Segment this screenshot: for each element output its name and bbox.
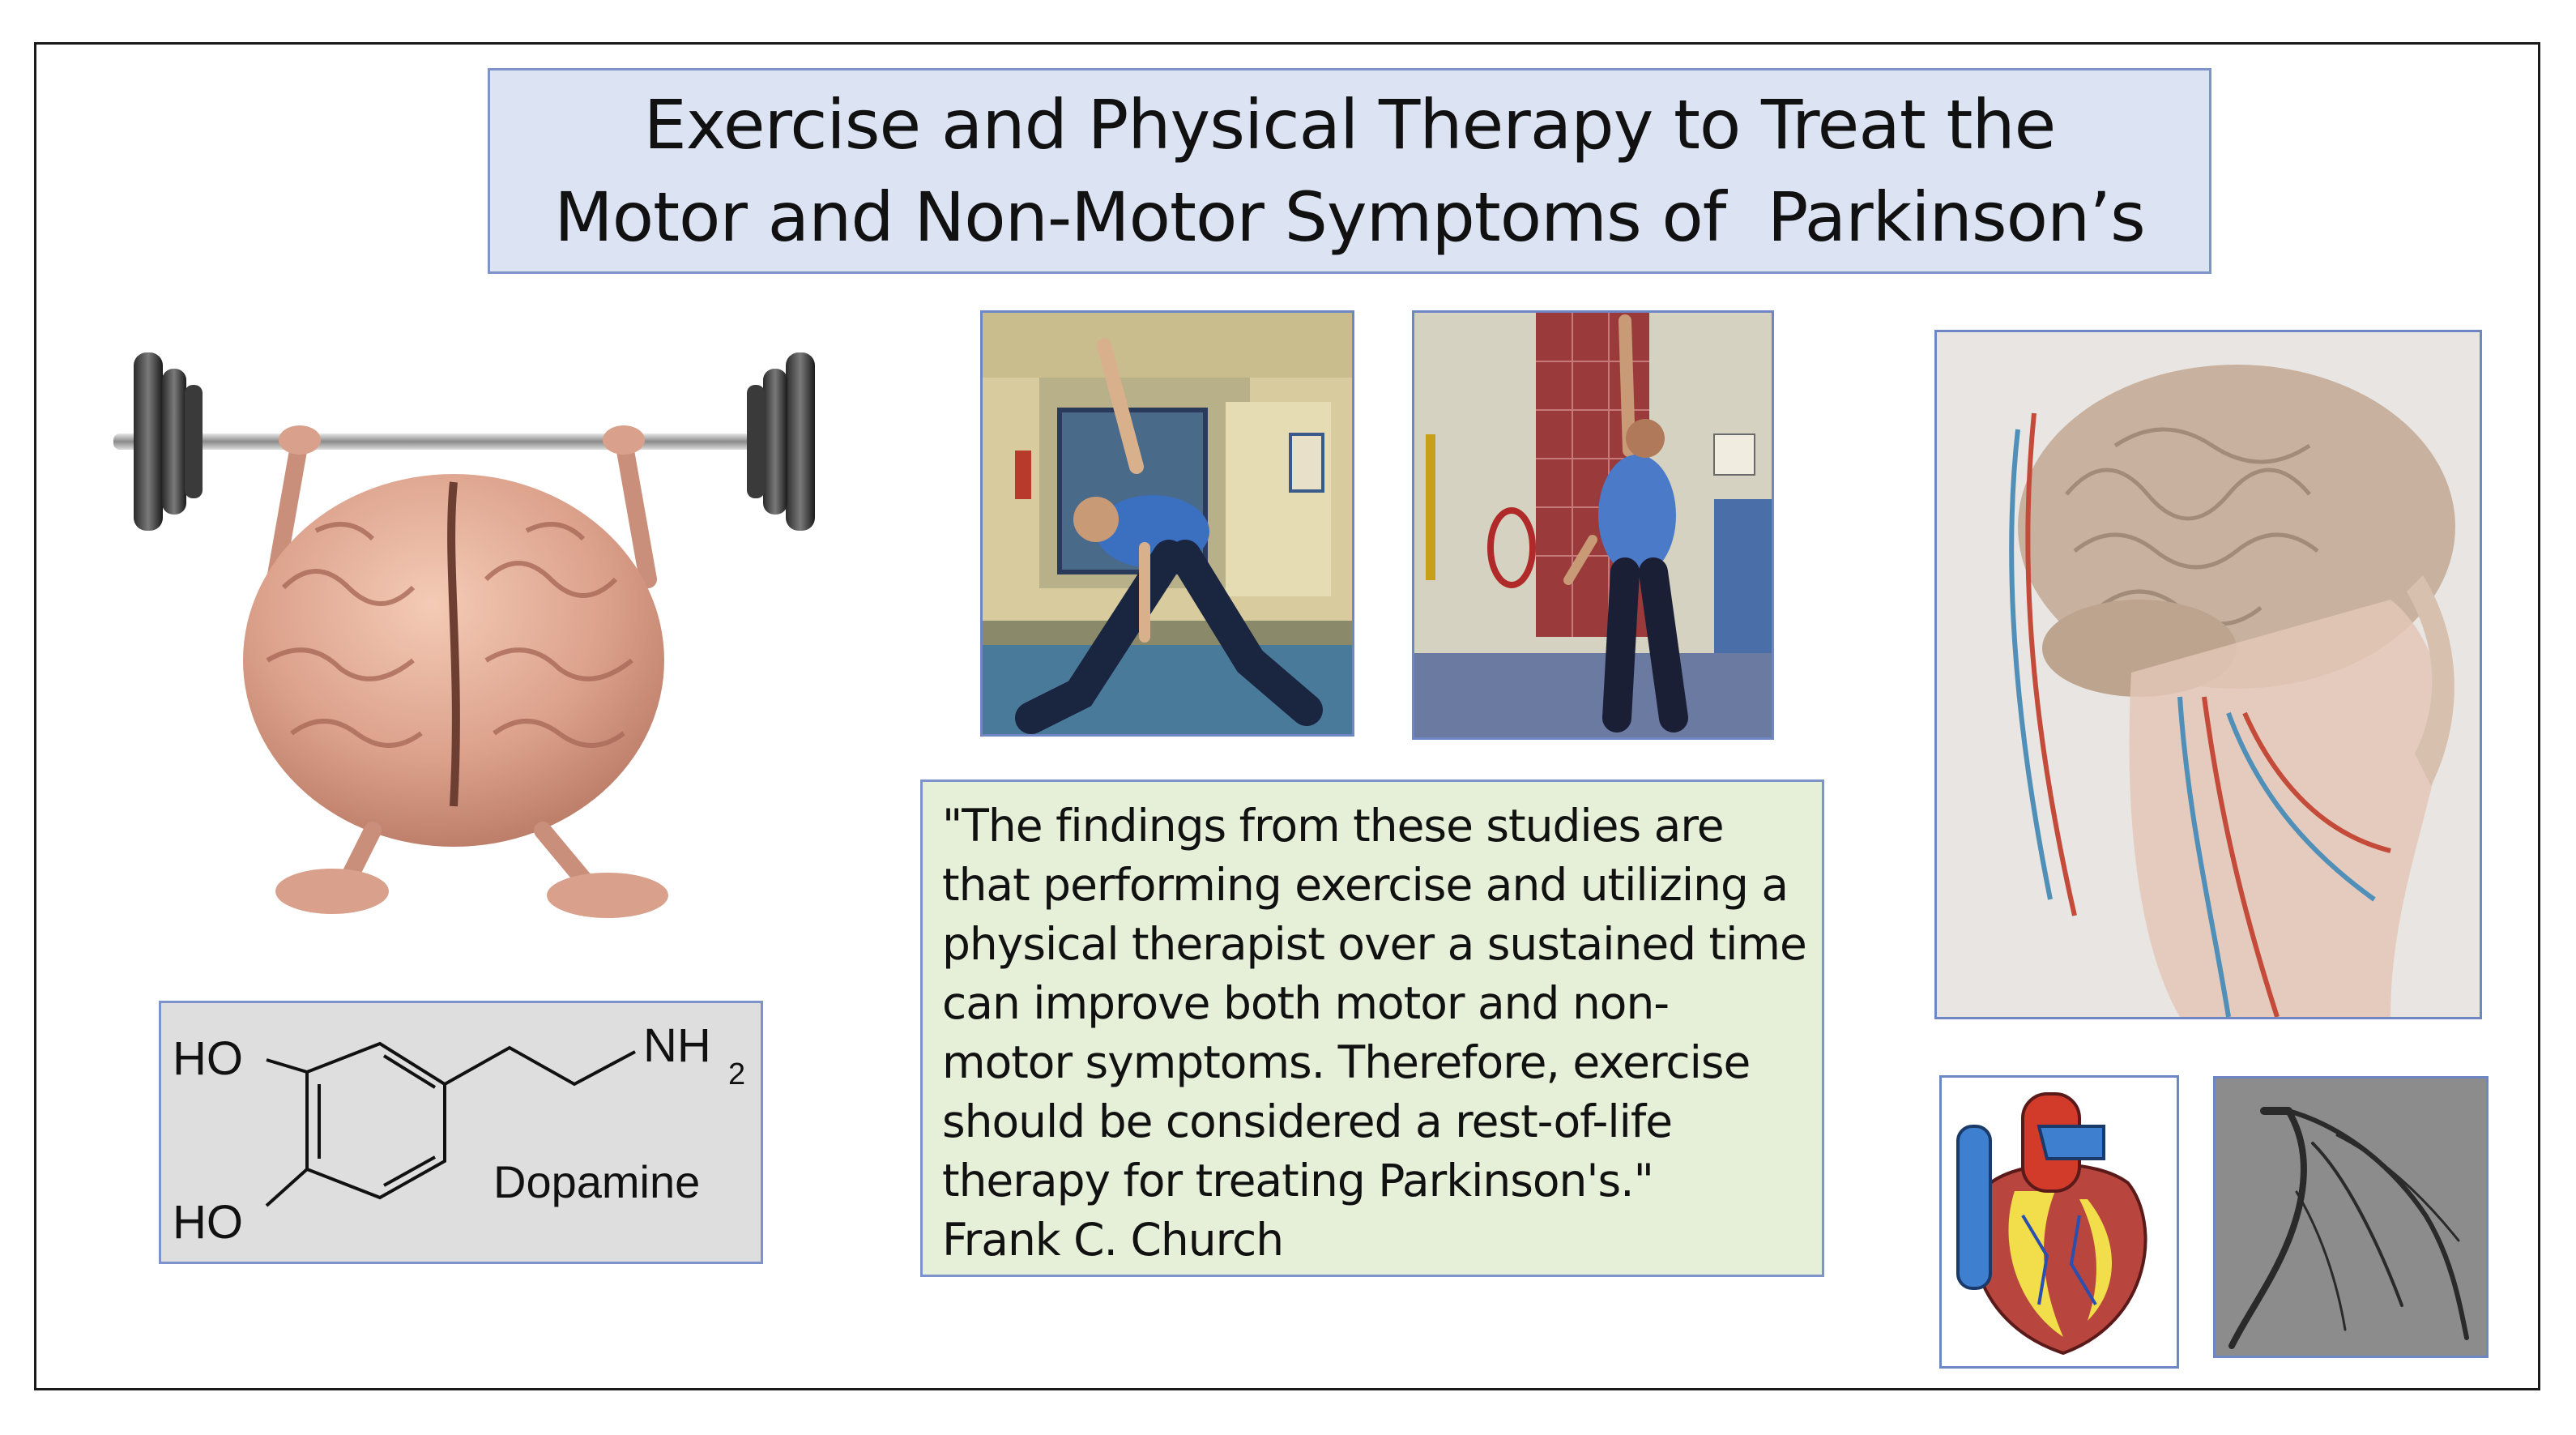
- dopamine-label: Dopamine: [493, 1156, 701, 1207]
- quote-author: Frank C. Church: [942, 1214, 1284, 1266]
- therapy-photo-stretch: [980, 310, 1354, 737]
- therapy-photo-stretch-image: [983, 313, 1352, 734]
- quote-line-2: that performing exercise and utilizing a: [942, 859, 1789, 911]
- nh-label: NH: [643, 1019, 711, 1072]
- quote-line-1: "The findings from these studies are: [942, 800, 1724, 852]
- nh-subscript: 2: [728, 1057, 746, 1091]
- head-anatomy-image: [1934, 330, 2482, 1019]
- dopamine-structure-diagram: [161, 1003, 761, 1262]
- dopamine-structure-box: [159, 1001, 763, 1264]
- ho-top-label: HO: [173, 1032, 243, 1085]
- title-line-1: Exercise and Physical Therapy to Treat the: [643, 85, 2056, 164]
- head-anatomy-illustration: [1937, 332, 2480, 1017]
- ho-bottom-label: HO: [173, 1196, 243, 1249]
- heart-illustration: [1939, 1075, 2179, 1369]
- angiogram-image: [2213, 1076, 2489, 1358]
- quote-line-7: therapy for treating Parkinson's.": [942, 1155, 1653, 1207]
- quote-line-3: physical therapist over a sustained time: [942, 918, 1806, 970]
- therapy-photo-wall-reach: [1412, 310, 1774, 740]
- title-line-2: Motor and Non-Motor Symptoms of Parkinson’s: [554, 177, 2145, 257]
- brain-lifting-barbell-illustration: [105, 320, 818, 936]
- quote-line-5: motor symptoms. Therefore, exercise: [942, 1036, 1751, 1088]
- therapy-photo-wall-reach-image: [1414, 313, 1772, 737]
- quote-line-4: can improve both motor and non-: [942, 977, 1670, 1029]
- title-box: [488, 68, 2211, 274]
- quote-line-6: should be considered a rest-of-life: [942, 1095, 1673, 1147]
- coronary-angiogram: [2216, 1078, 2486, 1356]
- quote-box: [920, 779, 1824, 1277]
- heart-anatomy-drawing: [1942, 1078, 2177, 1366]
